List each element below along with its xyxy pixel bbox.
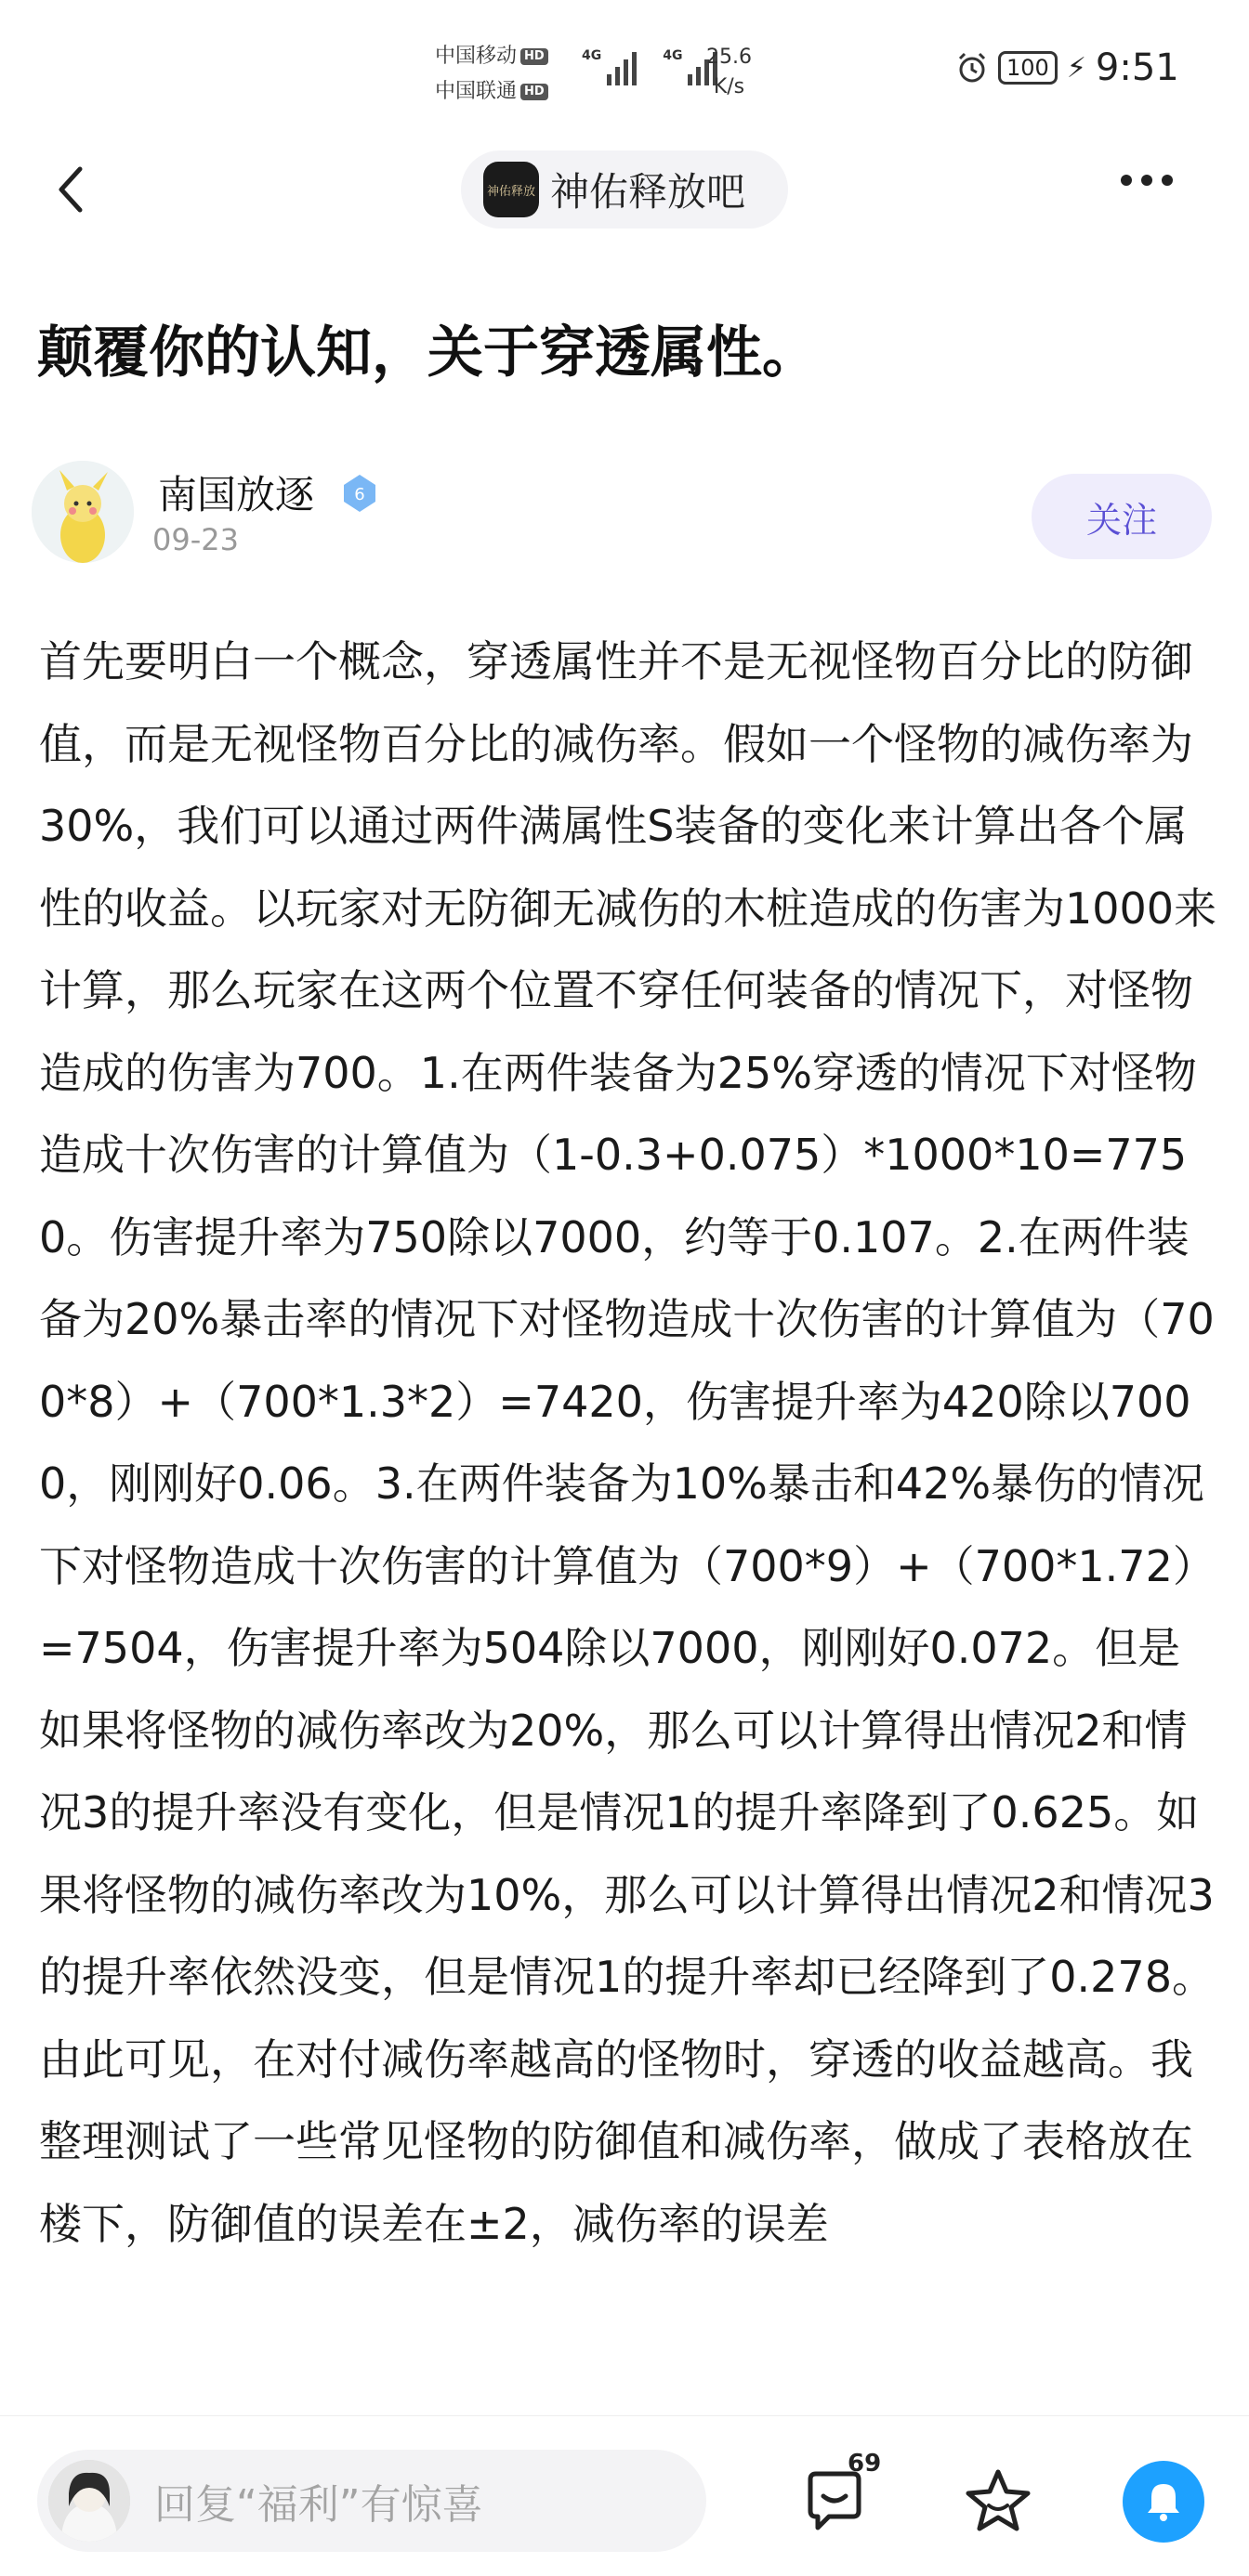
status-bar — [0, 0, 1249, 139]
comment-icon[interactable] — [801, 2468, 868, 2535]
avatar[interactable] — [32, 461, 134, 563]
back-icon[interactable] — [45, 162, 100, 217]
bell-icon — [1140, 2478, 1187, 2525]
level-number: 6 — [354, 485, 365, 504]
network-type: 4G — [663, 48, 683, 63]
hd-badge: HD — [520, 84, 548, 100]
level-badge-icon — [338, 472, 381, 515]
reply-placeholder: 回复“福利”有惊喜 — [154, 2481, 483, 2529]
post-body: 首先要明白一个概念，穿透属性并不是无视怪物百分比的防御值，而是无视怪物百分比的减伤率。假如一个怪物的减伤率为30%，我们可以通过两件满属性S装备的变化来计算出各个属性的收益。以玩家对无防御无减伤的木桩造成的伤害为1000来计算，那么玩家在这两个位置不穿任何装备的情况下，对怪物造成的伤害为700。1.在两件装备为25%穿透的情况下对怪物造成十次伤害的计算值为（1-0.3+0.075）*1000*10=7750。伤害提升率为750除以7000，约等于0.107。2.在两件装备为20%暴击率的情况下对怪物造成十次伤害的计算值为（700*8）+（700*1.3*2）=7420，伤害提升率为420除以7000，刚刚好0.06。3.在两件装备为10%暴击和42%暴伤的情况下对怪物造成十次伤害的计算值为（700*9）+（700*1.72）=7504，伤害提升率为504除以7000，刚刚好0.072。但是如果将怪物的减伤率改为20%，那么可以计算得出情况2和情况3的提升率没有变化，但是情况1的提升率降到了0.625。如果将怪物的减伤率改为10%，那么可以计算得出情况2和情况3的提升率依然没变，但是情况1的提升率却已经降到了0.278。由此可见，在对付减伤率越高的怪物时，穿透的收益越高。我整理测试了一些常见怪物的防御值和减伤率，做成了表格放在楼下，防御值的误差在±2，减伤率的误差 — [39, 636, 1217, 2249]
net-speed-value: 25.6 — [706, 46, 752, 69]
post-date: 09-23 — [152, 522, 239, 557]
post-title: 颠覆你的认知，关于穿透属性。 — [37, 320, 818, 386]
carrier-info — [435, 39, 548, 110]
notification-bell-button[interactable] — [1123, 2461, 1204, 2543]
net-speed — [706, 43, 752, 102]
net-speed-unit: K/s — [713, 75, 745, 98]
reply-input[interactable] — [37, 2450, 706, 2552]
forum-name: 神佑释放吧 — [550, 169, 746, 215]
network-type: 4G — [582, 48, 602, 63]
signal-indicators — [582, 48, 717, 85]
avatar — [48, 2460, 130, 2542]
carrier-1: 中国移动 — [435, 45, 518, 68]
forum-logo: 神佑释放 — [483, 162, 539, 217]
charging-icon: ⚡ — [1066, 51, 1086, 85]
more-options-icon[interactable] — [1121, 175, 1173, 186]
follow-button[interactable]: 关注 — [1032, 474, 1212, 559]
comment-count: 69 — [848, 2450, 882, 2478]
signal-icon — [582, 48, 637, 85]
nav-bar — [0, 139, 1249, 242]
hd-badge: HD — [520, 48, 548, 65]
author-name[interactable]: 南国放逐 — [158, 472, 315, 517]
alarm-icon — [955, 51, 989, 85]
carrier-2: 中国联通 — [435, 80, 518, 103]
status-right — [955, 46, 1179, 89]
forum-entry[interactable] — [461, 150, 788, 229]
battery-icon: 100 — [998, 51, 1058, 85]
clock: 9:51 — [1095, 46, 1179, 89]
bottom-bar — [0, 2415, 1249, 2576]
star-icon[interactable] — [963, 2466, 1033, 2537]
